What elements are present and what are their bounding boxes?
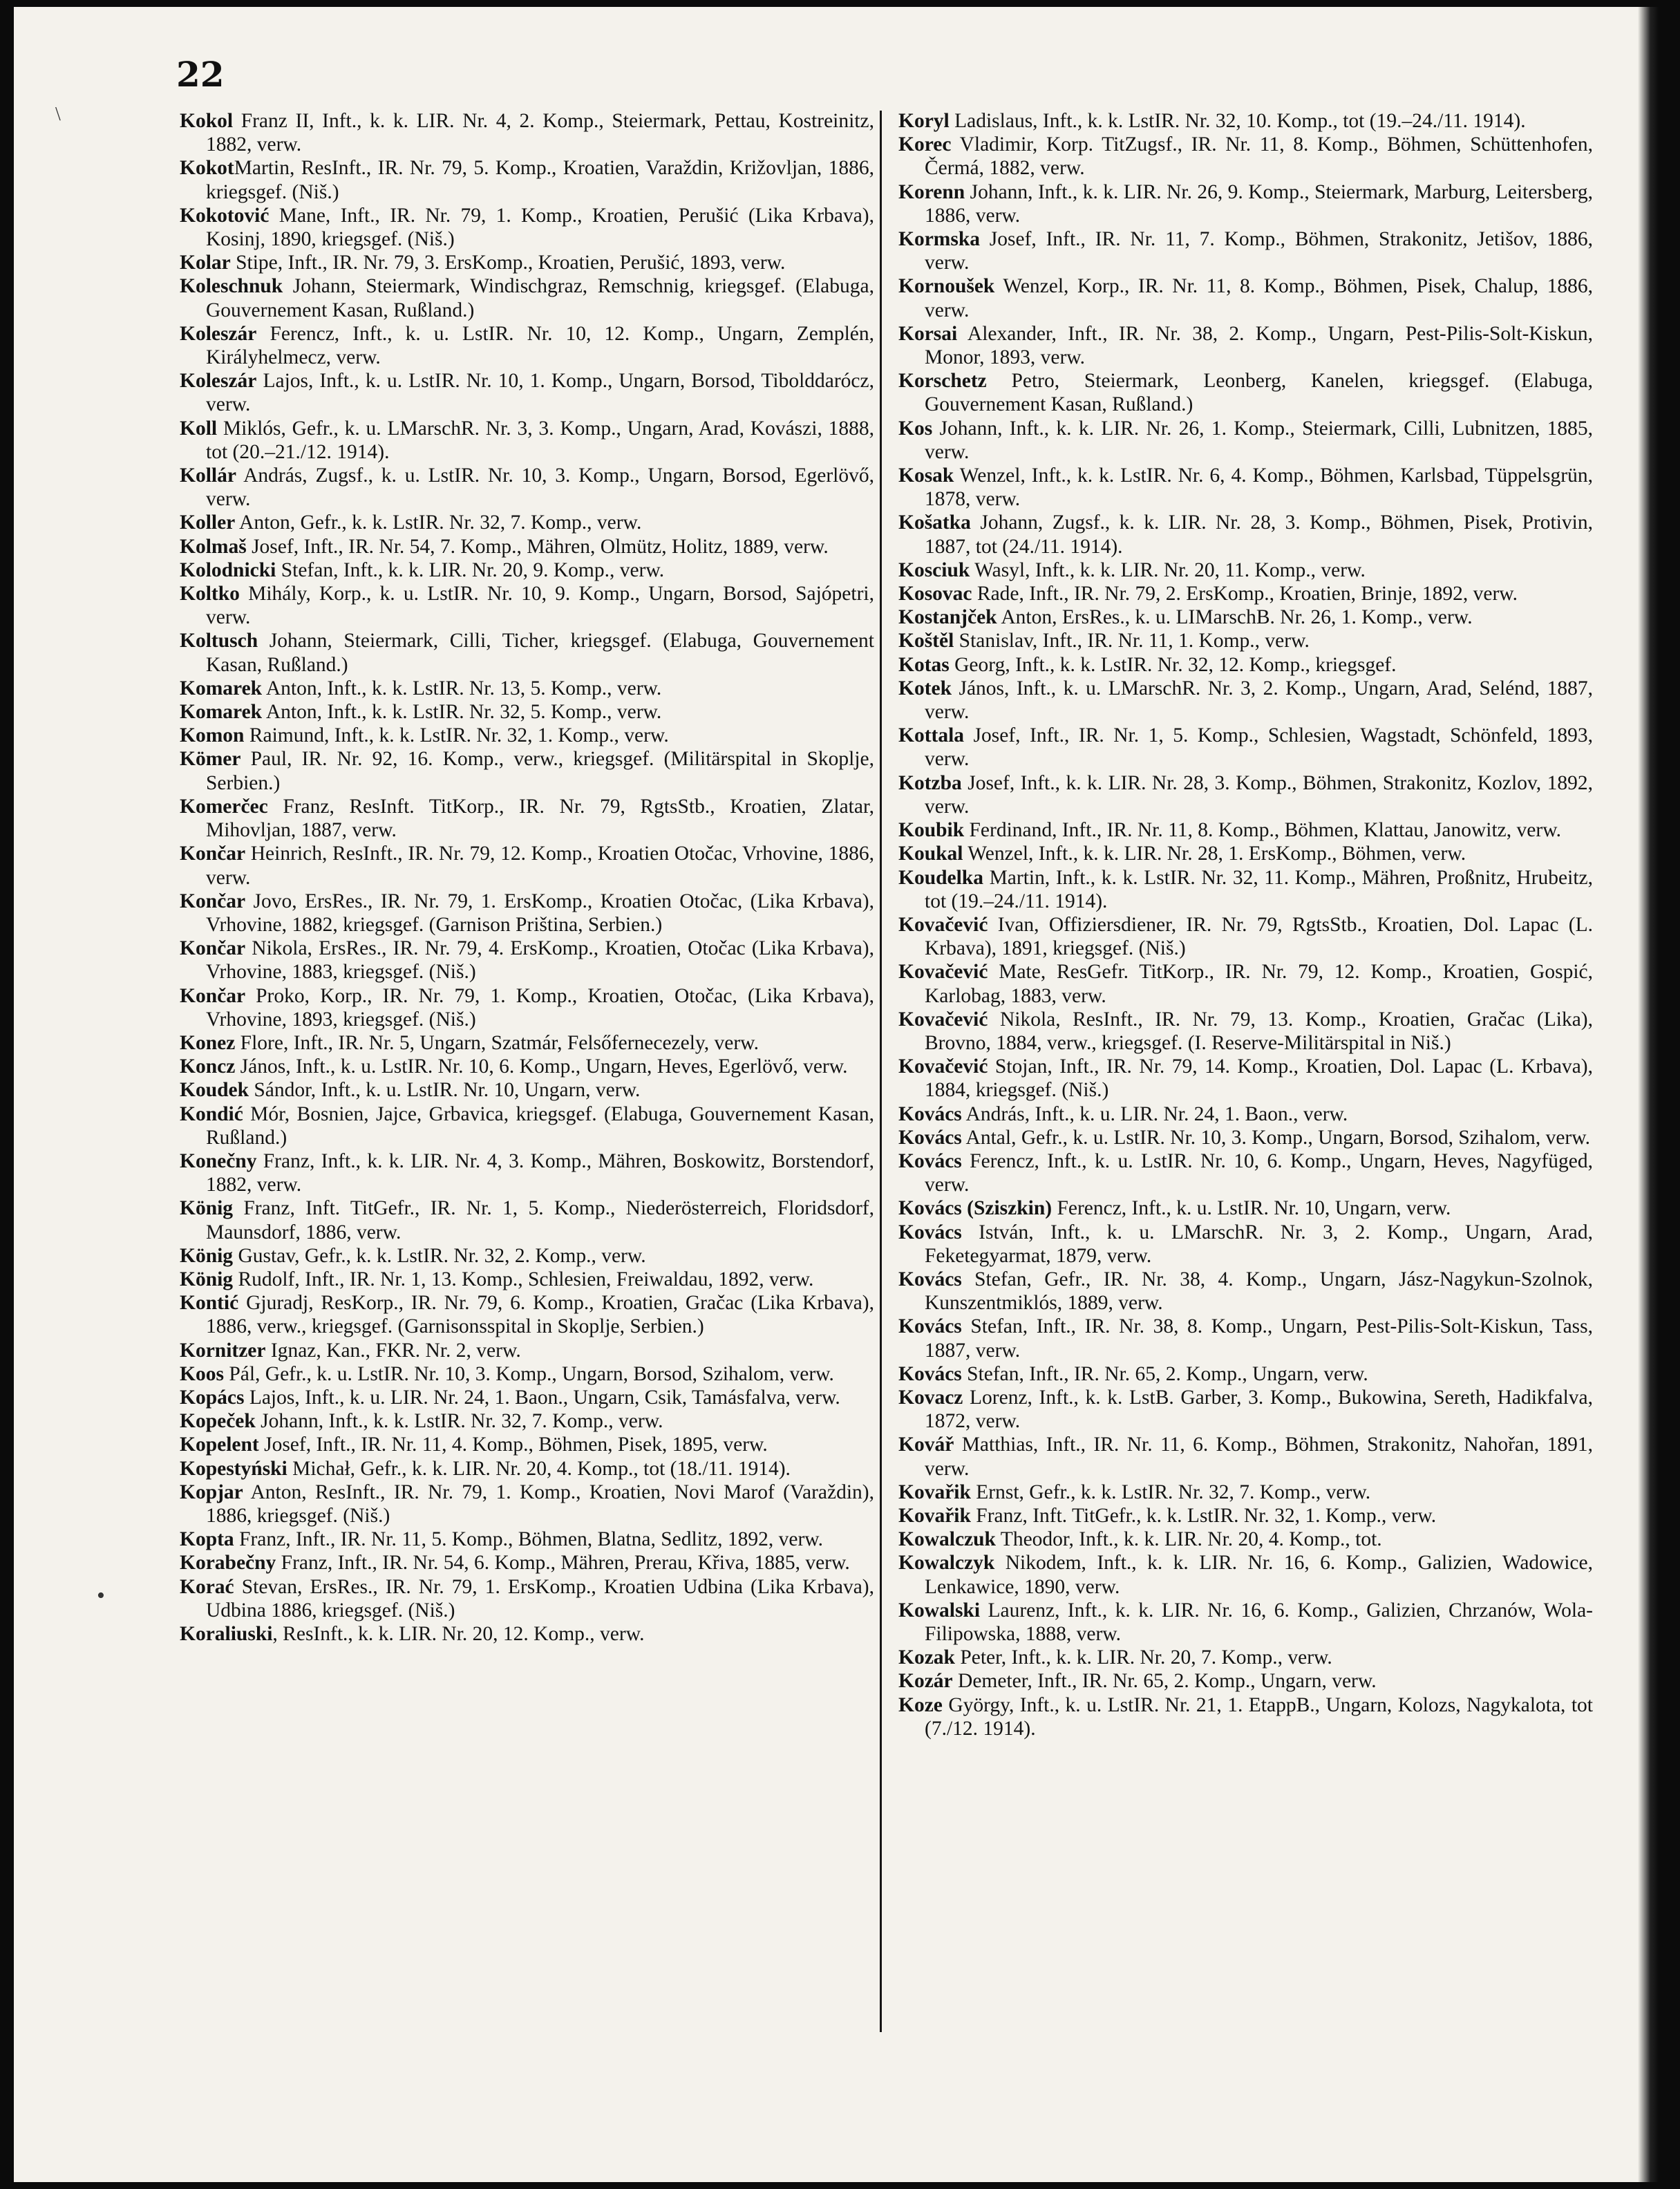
entry-details: Franz, Inft., IR. Nr. 11, 5. Komp., Böhmen, Blatna, Sedlitz, 1892, verw. — [234, 1528, 824, 1551]
entry-surname: Komon — [180, 724, 245, 747]
entry-surname: Korschetz — [898, 370, 987, 393]
entry-surname: Končar — [180, 843, 246, 865]
entry-details: Nikodem, Inft., k. k. LIR. Nr. 16, 6. Komp., Galizien, Wadowice, Lenkawice, 1890, verw. — [925, 1552, 1593, 1598]
entry-surname: Koleszár — [180, 370, 257, 393]
entry-surname: Kostanjček — [898, 606, 997, 629]
entry-surname: Kontić — [180, 1292, 239, 1315]
register-entry — [180, 1386, 874, 1409]
entry-surname: Kowalski — [898, 1599, 981, 1622]
entry-surname: Kokol — [180, 110, 234, 132]
register-entry — [898, 558, 1593, 582]
entry-surname: Kozak — [898, 1646, 955, 1669]
register-entry — [180, 1433, 874, 1456]
entry-details: Johann, Inft., k. k. LstIR. Nr. 32, 7. Komp., verw. — [255, 1410, 663, 1433]
entry-surname: Kotzba — [898, 771, 962, 794]
register-entry — [898, 322, 1593, 369]
register-entry — [898, 1196, 1593, 1220]
register-entry — [180, 1339, 874, 1362]
entry-details: Martin, Inft., k. k. LstIR. Nr. 32, 11. Komp., Mähren, Proßnitz, Hrubeitz, tot (19.–24./11. 1914). — [925, 866, 1593, 912]
entry-surname: Koze — [898, 1693, 943, 1716]
register-entry — [180, 1457, 874, 1481]
register-entry — [180, 535, 874, 558]
entry-surname: Koncz — [180, 1055, 236, 1078]
entry-details: Stefan, Inft., IR. Nr. 38, 8. Komp., Ungarn, Pest-Pilis-Solt-Kiskun, Tass, 1887, verw. — [925, 1315, 1593, 1362]
entry-details: Franz, ResInft. TitKorp., IR. Nr. 79, RgtsStb., Kroatien, Zlatar, Mihovljan, 1887, verw. — [206, 795, 874, 842]
entry-details: András, Inft., k. u. LIR. Nr. 24, 1. Baon., verw. — [961, 1102, 1348, 1125]
register-entry — [898, 1315, 1593, 1362]
register-entry — [180, 156, 874, 203]
entry-surname: König — [180, 1268, 234, 1290]
entry-details: Mate, ResGefr. TitKorp., IR. Nr. 79, 12. Komp., Kroatien, Gospić, Karlobag, 1883, verw. — [925, 961, 1593, 1007]
entry-surname: Kotas — [898, 653, 950, 676]
entry-surname: Korec — [898, 133, 952, 156]
entry-details: István, Inft., k. u. LMarschR. Nr. 3, 2. Komp., Ungarn, Arad, Feketegyarmat, 1879, verw. — [925, 1221, 1593, 1267]
register-entry — [898, 274, 1593, 321]
register-entry — [898, 1693, 1593, 1740]
entry-details: András, Zugsf., k. u. LstIR. Nr. 10, 3. Komp., Ungarn, Borsod, Egerlövő, verw. — [206, 464, 874, 511]
entry-surname: Kovačević — [898, 961, 988, 984]
entry-details: Ferencz, Inft., k. u. LstIR. Nr. 10, 6. Komp., Ungarn, Heves, Nagyfüged, verw. — [925, 1149, 1593, 1196]
register-entry — [180, 369, 874, 416]
entry-details: Rudolf, Inft., IR. Nr. 1, 13. Komp., Schlesien, Freiwaldau, 1892, verw. — [233, 1268, 814, 1290]
entry-details: Jovo, ErsRes., IR. Nr. 79, 1. ErsKomp., Kroatien Otočac, (Lika Krbava), Vrhovine, 1882, kriegsgef. (Garnison Priština, Serbien.) — [206, 890, 874, 936]
entry-details: Josef, Inft., IR. Nr. 1, 5. Komp., Schlesien, Wagstadt, Schönfeld, 1893, verw. — [925, 724, 1593, 771]
entry-details: Ferencz, Inft., k. u. LstIR. Nr. 10, Ungarn, verw. — [1052, 1197, 1451, 1220]
entry-details: Ferdinand, Inft., IR. Nr. 11, 8. Komp., Böhmen, Klattau, Janowitz, verw. — [964, 819, 1561, 842]
register-entry — [898, 771, 1593, 818]
entry-details: Anton, Gefr., k. k. LstIR. Nr. 32, 7. Komp., verw. — [235, 511, 642, 534]
entry-details: Heinrich, ResInft., IR. Nr. 79, 12. Komp., Kroatien Otočac, Vrhovine, 1886, verw. — [206, 843, 874, 889]
entry-details: Lorenz, Inft., k. k. LstB. Garber, 3. Komp., Bukowina, Sereth, Hadikfalva, 1872, verw. — [925, 1386, 1593, 1433]
entry-surname: Koštěl — [898, 630, 954, 652]
entry-surname: Kopta — [180, 1528, 234, 1551]
register-entry — [898, 1102, 1593, 1126]
entry-details: Johann, Steiermark, Windischgraz, Remschnig, kriegsgef. (Elabuga, Gouvernement Kasan, Rußland.) — [206, 275, 874, 321]
register-entry — [898, 1551, 1593, 1598]
entry-surname: Kovář — [898, 1434, 954, 1456]
entry-details: Nikola, ErsRes., IR. Nr. 79, 4. ErsKomp., Kroatien, Otočac (Lika Krbava), Vrhovine, 1883, kriegsgef. (Niš.) — [206, 937, 874, 984]
scan-mark: • — [97, 1583, 105, 1608]
register-entry — [180, 417, 874, 464]
register-entry — [180, 1031, 874, 1055]
entry-details: Anton, Inft., k. k. LstIR. Nr. 13, 5. Komp., verw. — [262, 677, 662, 699]
register-entry — [180, 1055, 874, 1078]
scan-edge — [1638, 7, 1659, 2182]
entry-details: Johann, Steiermark, Cilli, Ticher, kriegsgef. (Elabuga, Gouvernement Kasan, Rußland.) — [206, 630, 874, 676]
entry-details: Ferencz, Inft., k. u. LstIR. Nr. 10, 12. Komp., Ungarn, Zemplén, Királyhelmecz, verw. — [206, 322, 874, 369]
register-entry — [180, 464, 874, 511]
entry-details: Martin, ResInft., IR. Nr. 79, 5. Komp., Kroatien, Varaždin, Križovljan, 1886, kriegsgef. (Niš.) — [206, 157, 874, 203]
register-entry — [180, 1244, 874, 1268]
register-entry — [180, 937, 874, 984]
entry-surname: Kollár — [180, 464, 236, 487]
entry-surname: Končar — [180, 984, 246, 1007]
entry-details: Franz, Inft. TitGefr., k. k. LstIR. Nr. 32, 1. Komp., verw. — [970, 1504, 1437, 1527]
register-entry — [898, 1481, 1593, 1504]
entry-surname: Končar — [180, 937, 246, 960]
entry-surname: Kovačević — [898, 1008, 988, 1031]
entry-surname: Koleszár — [180, 322, 257, 345]
entry-details: Ivan, Offiziersdiener, IR. Nr. 79, RgtsStb., Kroatien, Dol. Lapac (L. Krbava), 1891, kriegsgef. (Niš.) — [925, 913, 1593, 960]
entry-surname: Kosciuk — [898, 558, 970, 581]
entry-surname: Kovács — [898, 1221, 962, 1243]
entry-surname: Kovařik — [898, 1504, 971, 1527]
entry-details: Petro, Steiermark, Leonberg, Kanelen, kriegsgef. (Elabuga, Gouvernement Kasan, Rußland.) — [925, 370, 1593, 416]
entry-details: Theodor, Inft., k. k. LIR. Nr. 20, 4. Komp., tot. — [995, 1528, 1382, 1551]
register-entry — [898, 227, 1593, 274]
entry-surname: Koltko — [180, 583, 240, 605]
entry-surname: Kovács — [898, 1315, 962, 1338]
register-entry — [898, 1669, 1593, 1693]
entry-details: Pál, Gefr., k. u. LstIR. Nr. 10, 3. Komp., Ungarn, Borsod, Szihalom, verw. — [223, 1362, 834, 1385]
register-entry — [898, 1126, 1593, 1149]
register-entry — [180, 1102, 874, 1149]
register-entry — [898, 1268, 1593, 1315]
entry-details: Josef, Inft., k. k. LIR. Nr. 28, 3. Komp., Böhmen, Strakonitz, Kozlov, 1892, verw. — [925, 771, 1593, 818]
entry-surname: Koukal — [898, 843, 963, 865]
entry-surname: Kovács — [898, 1149, 962, 1172]
register-entry — [898, 511, 1593, 558]
entry-details: Stipe, Inft., IR. Nr. 79, 3. ErsKomp., Kroatien, Perušić, 1893, verw. — [230, 252, 786, 274]
entry-details: Stojan, Inft., IR. Nr. 79, 14. Komp., Kroatien, Dol. Lapac (L. Krbava), 1884, kriegsgef. (Niš.) — [925, 1055, 1593, 1102]
register-entry — [898, 464, 1593, 511]
entry-details: Georg, Inft., k. k. LstIR. Nr. 32, 12. Komp., kriegsgef. — [949, 653, 1397, 676]
register-entry — [180, 109, 874, 156]
entry-surname: Kovačević — [898, 1055, 988, 1078]
register-entry — [898, 369, 1593, 416]
entry-surname: Koraliuski — [180, 1623, 273, 1645]
entry-details: János, Inft., k. u. LstIR. Nr. 10, 6. Komp., Ungarn, Heves, Egerlövő, verw. — [235, 1055, 848, 1078]
register-entry — [898, 1055, 1593, 1102]
entry-details: Josef, Inft., IR. Nr. 54, 7. Komp., Mähren, Olmütz, Holitz, 1889, verw. — [246, 535, 829, 558]
register-entry — [898, 677, 1593, 724]
entry-surname: Kolar — [180, 252, 231, 274]
entry-surname: Kopestyński — [180, 1457, 287, 1480]
entry-details: Mihály, Korp., k. u. LstIR. Nr. 10, 9. Komp., Ungarn, Borsod, Sajópetri, verw. — [206, 583, 874, 629]
register-entry — [898, 109, 1593, 133]
entry-details: Stanislav, Inft., IR. Nr. 11, 1. Komp., verw. — [954, 630, 1310, 652]
register-entry — [180, 842, 874, 889]
entry-surname: Kowalczuk — [898, 1528, 996, 1551]
entry-surname: Koryl — [898, 110, 950, 132]
register-entry — [180, 1291, 874, 1338]
scan-mark: \ — [55, 104, 61, 125]
entry-details: Alexander, Inft., IR. Nr. 38, 2. Komp., Ungarn, Pest-Pilis-Solt-Kiskun, Monor, 1893, verw. — [925, 322, 1593, 369]
entry-details: Josef, Inft., IR. Nr. 11, 4. Komp., Böhmen, Pisek, 1895, verw. — [258, 1434, 768, 1456]
entry-surname: Kolodnicki — [180, 558, 276, 581]
entry-details: Antal, Gefr., k. u. LstIR. Nr. 10, 3. Komp., Ungarn, Borsod, Szihalom, verw. — [961, 1126, 1590, 1149]
entry-details: Mane, Inft., IR. Nr. 79, 1. Komp., Kroatien, Perušić (Lika Krbava), Kosinj, 1890, kriegsgef. (Niš.) — [206, 204, 874, 251]
entry-surname: Korenn — [898, 180, 965, 203]
entry-surname: Korabečny — [180, 1552, 276, 1575]
entry-surname: Kokot — [180, 157, 234, 180]
entry-surname: Koltusch — [180, 630, 258, 652]
register-entry — [898, 417, 1593, 464]
entry-details: Wenzel, Inft., k. k. LstIR. Nr. 6, 4. Komp., Böhmen, Karlsbad, Tüppelsgrün, 1878, verw. — [925, 464, 1593, 511]
register-entry — [180, 984, 874, 1031]
register-entry — [180, 700, 874, 724]
entry-surname: Kondić — [180, 1102, 243, 1125]
entry-surname: Koller — [180, 511, 236, 534]
entry-surname: Koleschnuk — [180, 275, 283, 298]
entry-surname: Kopács — [180, 1386, 245, 1409]
entry-details: Johann, Zugsf., k. k. LIR. Nr. 28, 3. Komp., Böhmen, Pisek, Protivin, 1887, tot (24./11. 1914). — [925, 511, 1593, 558]
register-entry — [180, 724, 874, 747]
entry-details: Wenzel, Korp., IR. Nr. 11, 8. Komp., Böhmen, Pisek, Chalup, 1886, verw. — [925, 275, 1593, 321]
entry-surname: Kosovac — [898, 583, 972, 605]
entry-details: Vladimir, Korp. TitZugsf., IR. Nr. 11, 8. Komp., Böhmen, Schüttenhofen, Čermá, 1882, verw. — [925, 133, 1593, 180]
register-entry — [180, 747, 874, 794]
register-entry — [180, 251, 874, 274]
entry-surname: Konez — [180, 1031, 236, 1054]
register-entry — [898, 842, 1593, 865]
register-entry — [898, 960, 1593, 1007]
register-entry — [898, 818, 1593, 842]
register-entry — [180, 1575, 874, 1622]
register-entry — [180, 1078, 874, 1102]
entry-surname: Koubik — [898, 819, 965, 842]
register-entry — [898, 582, 1593, 605]
entry-surname: Kos — [898, 417, 933, 440]
entry-surname: Kornoušek — [898, 275, 995, 298]
entry-surname: Komerčec — [180, 795, 268, 818]
entry-surname: Koudek — [180, 1079, 249, 1102]
entry-surname: Koos — [180, 1362, 224, 1385]
entry-details: Johann, Inft., k. k. LIR. Nr. 26, 9. Komp., Steiermark, Marburg, Leitersberg, 1886, verw. — [925, 180, 1593, 227]
entry-surname: Kokotović — [180, 204, 270, 227]
register-entry — [898, 1599, 1593, 1646]
entry-details: , ResInft., k. k. LIR. Nr. 20, 12. Komp., verw. — [272, 1623, 645, 1645]
entry-details: Demeter, Inft., IR. Nr. 65, 2. Komp., Ungarn, verw. — [952, 1670, 1377, 1693]
entry-surname: Kovács — [898, 1362, 962, 1385]
register-entry — [180, 629, 874, 676]
entry-surname: Konečny — [180, 1149, 257, 1172]
entry-details: Anton, Inft., k. k. LstIR. Nr. 32, 5. Komp., verw. — [262, 701, 662, 724]
register-entry — [180, 1268, 874, 1291]
entry-details: Ladislaus, Inft., k. k. LstIR. Nr. 32, 10. Komp., tot (19.–24./11. 1914). — [949, 110, 1526, 132]
entry-surname: Kömer — [180, 748, 241, 771]
register-entry — [898, 913, 1593, 960]
register-entry — [898, 724, 1593, 771]
entry-details: Gustav, Gefr., k. k. LstIR. Nr. 32, 2. Komp., verw. — [233, 1244, 646, 1267]
register-entry — [180, 511, 874, 534]
entry-surname: Kosak — [898, 464, 954, 487]
register-entry — [898, 1362, 1593, 1386]
register-entry — [180, 1149, 874, 1196]
register-entry — [898, 653, 1593, 677]
entry-surname: Kopeček — [180, 1410, 256, 1433]
entry-details: Franz, Inft. TitGefr., IR. Nr. 1, 5. Komp., Niederösterreich, Floridsdorf, Maunsdorf, 1886, verw. — [206, 1197, 874, 1243]
register-entry — [898, 180, 1593, 227]
entry-details: Flore, Inft., IR. Nr. 5, Ungarn, Szatmár, Felsőfernecezely, verw. — [235, 1031, 759, 1054]
entry-surname: Kowalczyk — [898, 1552, 995, 1575]
entry-details: György, Inft., k. u. LstIR. Nr. 21, 1. EtappB., Ungarn, Kolozs, Nagykalota, tot (7./12. 1914). — [925, 1693, 1593, 1740]
register-entry — [898, 866, 1593, 913]
entry-surname: Korsai — [898, 322, 958, 345]
entry-details: Wenzel, Inft., k. k. LIR. Nr. 28, 1. ErsKomp., Böhmen, verw. — [963, 843, 1466, 865]
register-entry — [180, 1622, 874, 1646]
entry-details: Ignaz, Kan., FKR. Nr. 2, verw. — [265, 1339, 521, 1362]
register-entry — [180, 890, 874, 937]
entry-details: Ernst, Gefr., k. k. LstIR. Nr. 32, 7. Komp., verw. — [970, 1481, 1371, 1503]
register-entry — [180, 1196, 874, 1243]
register-entry — [898, 1646, 1593, 1669]
register-entry — [180, 1528, 874, 1551]
entry-surname: Kovács (Sziszkin) — [898, 1197, 1053, 1220]
register-entry — [898, 605, 1593, 629]
entry-surname: Kovács — [898, 1102, 962, 1125]
entry-surname: Kolmaš — [180, 535, 247, 558]
right-column — [898, 109, 1593, 1740]
register-entry — [898, 1528, 1593, 1551]
register-entry — [898, 629, 1593, 652]
entry-details: Stefan, Inft., k. k. LIR. Nr. 20, 9. Komp., verw. — [276, 558, 665, 581]
entry-details: Franz II, Inft., k. k. LIR. Nr. 4, 2. Komp., Steiermark, Pettau, Kostreinitz, 1882, verw. — [206, 110, 874, 156]
register-entry — [180, 795, 874, 842]
entry-surname: Kozár — [898, 1670, 953, 1693]
entry-surname: Košatka — [898, 511, 971, 534]
entry-details: János, Inft., k. u. LMarschR. Nr. 3, 2. Komp., Ungarn, Arad, Selénd, 1887, verw. — [925, 677, 1593, 724]
register-entry — [180, 322, 874, 369]
register-entry — [898, 1221, 1593, 1268]
register-entry — [898, 1386, 1593, 1433]
entry-surname: König — [180, 1197, 234, 1220]
entry-details: Rade, Inft., IR. Nr. 79, 2. ErsKomp., Kroatien, Brinje, 1892, verw. — [972, 583, 1518, 605]
entry-surname: Koll — [180, 417, 218, 440]
entry-details: Laurenz, Inft., k. k. LIR. Nr. 16, 6. Komp., Galizien, Chrzanów, Wola-Filipowska, 1888, verw. — [925, 1599, 1593, 1645]
entry-surname: Koudelka — [898, 866, 983, 889]
entry-details: Anton, ResInft., IR. Nr. 79, 1. Komp., Kroatien, Novi Marof (Varaždin), 1886, kriegsgef. (Niš.) — [206, 1481, 874, 1527]
entry-surname: König — [180, 1244, 234, 1267]
entry-details: Nikola, ResInft., IR. Nr. 79, 13. Komp., Kroatien, Gračac (Lika), Brovno, 1884, verw., kriegsgef. (I. Reserve-Militärspital in Niš.) — [925, 1008, 1593, 1054]
entry-surname: Kornitzer — [180, 1339, 266, 1362]
register-entry — [180, 677, 874, 700]
entry-details: Sándor, Inft., k. u. LstIR. Nr. 10, Ungarn, verw. — [249, 1079, 641, 1102]
entry-details: Stevan, ErsRes., IR. Nr. 79, 1. ErsKomp., Kroatien Udbina (Lika Krbava), Udbina 1886, kriegsgef. (Niš.) — [206, 1575, 874, 1622]
entry-details: Josef, Inft., IR. Nr. 11, 7. Komp., Böhmen, Strakonitz, Jetišov, 1886, verw. — [925, 228, 1593, 274]
entry-details: Franz, Inft., IR. Nr. 54, 6. Komp., Mähren, Prerau, Křiva, 1885, verw. — [276, 1552, 850, 1575]
entry-details: Peter, Inft., k. k. LIR. Nr. 20, 7. Komp., verw. — [954, 1646, 1332, 1669]
entry-details: Johann, Inft., k. k. LIR. Nr. 26, 1. Komp., Steiermark, Cilli, Lubnitzen, 1885, verw. — [925, 417, 1593, 463]
entry-details: Paul, IR. Nr. 92, 16. Komp., verw., kriegsgef. (Militärspital in Skoplje, Serbien.) — [206, 748, 874, 794]
entry-surname: Kottala — [898, 724, 965, 747]
entry-surname: Kovács — [898, 1268, 962, 1290]
entry-details: Matthias, Inft., IR. Nr. 11, 6. Komp., Böhmen, Strakonitz, Nahořan, 1891, verw. — [925, 1434, 1593, 1480]
entry-surname: Kovács — [898, 1126, 962, 1149]
page-number: 22 — [176, 54, 225, 95]
entry-surname: Korać — [180, 1575, 234, 1598]
entry-details: Raimund, Inft., k. k. LstIR. Nr. 32, 1. Komp., verw. — [244, 724, 669, 747]
register-entry — [180, 204, 874, 251]
entry-surname: Kovačević — [898, 913, 988, 936]
left-column — [180, 109, 874, 1646]
register-entry — [180, 1481, 874, 1528]
register-entry — [180, 274, 874, 321]
entry-details: Wasyl, Inft., k. k. LIR. Nr. 20, 11. Komp., verw. — [970, 558, 1366, 581]
entry-surname: Kovařik — [898, 1481, 971, 1503]
entry-details: Lajos, Inft., k. u. LstIR. Nr. 10, 1. Komp., Ungarn, Borsod, Tibolddarócz, verw. — [206, 370, 874, 416]
register-entry — [180, 1409, 874, 1433]
entry-details: Proko, Korp., IR. Nr. 79, 1. Komp., Kroatien, Otočac, (Lika Krbava), Vrhovine, 1893, kriegsgef. (Niš.) — [206, 984, 874, 1031]
document-page — [14, 7, 1659, 2182]
entry-surname: Kormska — [898, 228, 980, 251]
entry-surname: Kovacz — [898, 1386, 963, 1409]
entry-details: Gjuradj, ResKorp., IR. Nr. 79, 6. Komp., Kroatien, Gračac (Lika Krbava), 1886, verw., kriegsgef. (Garnisonsspital in Skoplje, Serbien.) — [206, 1292, 874, 1338]
register-entry — [898, 133, 1593, 180]
entry-details: Lajos, Inft., k. u. LIR. Nr. 24, 1. Baon., Ungarn, Csik, Tamásfalva, verw. — [244, 1386, 840, 1409]
register-entry — [898, 1433, 1593, 1480]
entry-details: Mór, Bosnien, Jajce, Grbavica, kriegsgef. (Elabuga, Gouvernement Kasan, Rußland.) — [206, 1102, 874, 1149]
column-divider — [880, 111, 882, 2032]
register-entry — [898, 1149, 1593, 1196]
entry-details: Franz, Inft., k. k. LIR. Nr. 4, 3. Komp., Mähren, Boskowitz, Borstendorf, 1882, verw. — [206, 1149, 874, 1196]
entry-details: Miklós, Gefr., k. u. LMarschR. Nr. 3, 3. Komp., Ungarn, Arad, Kovászi, 1888, tot (20.–21./12. 1914). — [206, 417, 874, 463]
entry-surname: Končar — [180, 890, 246, 912]
entry-surname: Kopelent — [180, 1434, 259, 1456]
entry-details: Anton, ErsRes., k. u. LIMarschB. Nr. 26, 1. Komp., verw. — [997, 606, 1473, 629]
entry-details: Michał, Gefr., k. k. LIR. Nr. 20, 4. Komp., tot (18./11. 1914). — [287, 1457, 791, 1480]
register-entry — [180, 582, 874, 629]
register-entry — [898, 1008, 1593, 1055]
register-entry — [898, 1504, 1593, 1528]
entry-details: Stefan, Inft., IR. Nr. 65, 2. Komp., Ungarn, verw. — [961, 1362, 1368, 1385]
register-entry — [180, 1362, 874, 1386]
entry-surname: Komarek — [180, 677, 263, 699]
entry-details: Stefan, Gefr., IR. Nr. 38, 4. Komp., Ungarn, Jász-Nagykun-Szolnok, Kunszentmiklós, 1889, verw. — [925, 1268, 1593, 1315]
register-entry — [180, 1551, 874, 1575]
register-entry — [180, 558, 874, 582]
entry-surname: Kopjar — [180, 1481, 243, 1503]
entry-surname: Kotek — [898, 677, 952, 699]
entry-surname: Komarek — [180, 701, 263, 724]
